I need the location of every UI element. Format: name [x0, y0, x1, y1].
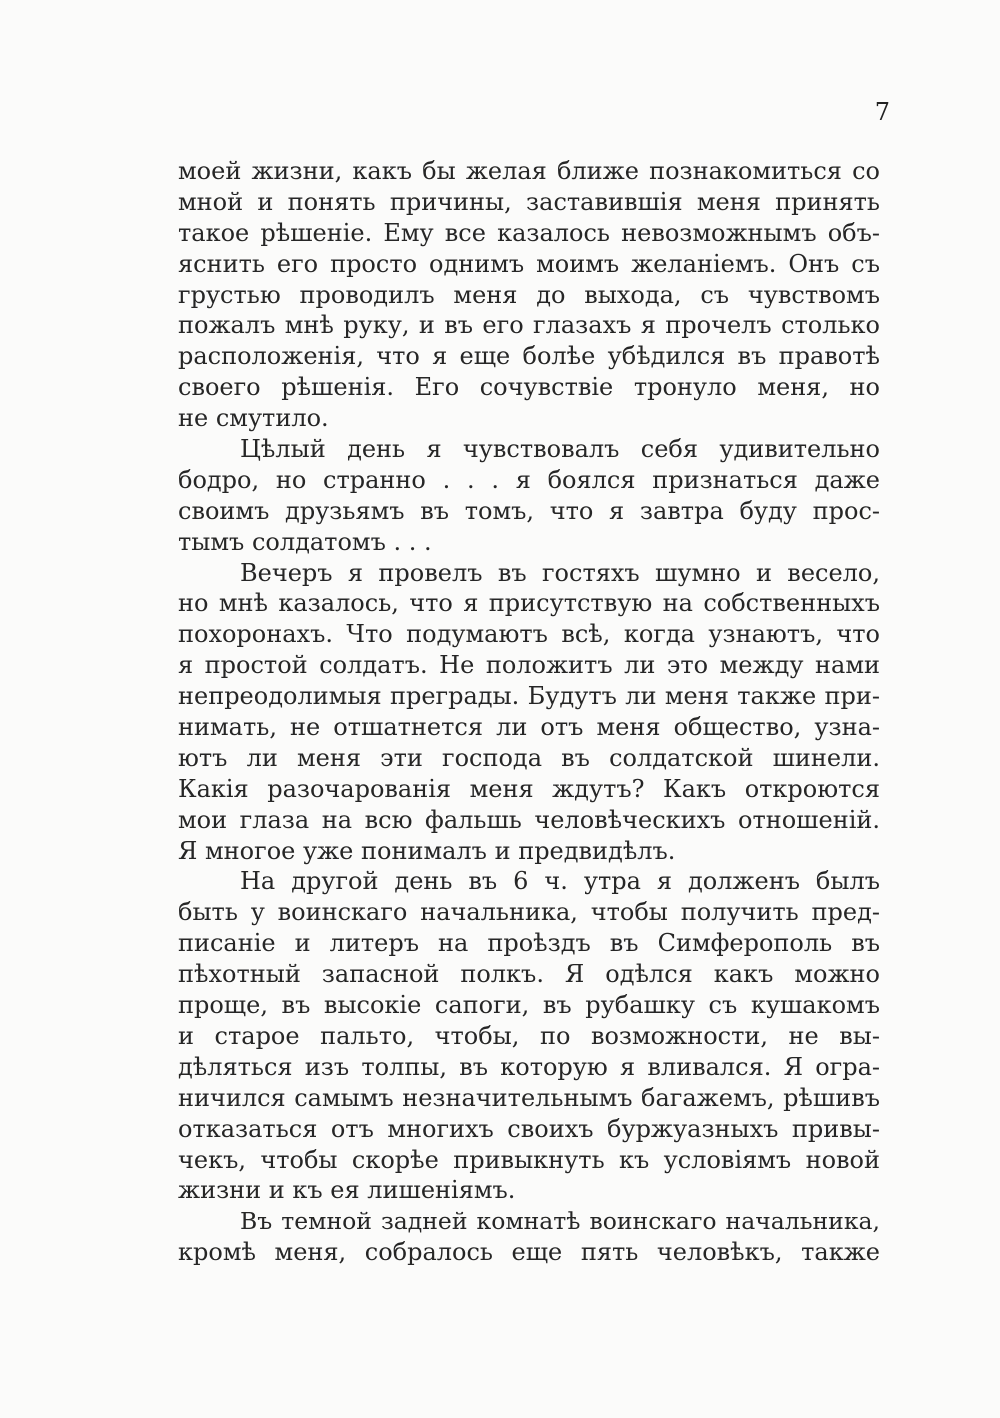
- text-line: грустью проводилъ меня до выхода, съ чувствомъ: [178, 280, 880, 309]
- paragraph-first-line: Вечеръ я провелъ въ гостяхъ шумно и весело,: [240, 558, 880, 587]
- text-line: непреодолимыя преграды. Будутъ ли меня также при-: [178, 682, 880, 711]
- text-line: не смутило.: [178, 404, 329, 433]
- page-number: 7: [874, 98, 890, 126]
- text-line: но мнѣ казалось, что я присутствую на собственныхъ: [178, 589, 880, 618]
- text-line: отказаться отъ многихъ своихъ буржуазныхъ привы-: [178, 1114, 880, 1143]
- text-line: расположенія, что я еще болѣе убѣдился въ правотѣ: [178, 342, 880, 371]
- body-text: [178, 156, 880, 1268]
- paragraph-first-line: Въ темной задней комнатѣ воинскаго начальника,: [240, 1207, 880, 1236]
- text-line: мои глаза на всю фальшь человѣческихъ отношеній.: [178, 805, 880, 834]
- text-line: похоронахъ. Что подумаютъ всѣ, когда узнаютъ, что: [178, 620, 880, 649]
- text-line: дѣляться изъ толпы, въ которую я вливался. Я огра-: [178, 1052, 880, 1081]
- text-line: бодро, но странно . . . я боялся признаться даже: [178, 465, 880, 494]
- text-line: писаніе и литеръ на проѣздъ въ Симферополь въ: [178, 929, 880, 958]
- text-line: я простой солдатъ. Не положитъ ли это между нами: [178, 651, 880, 680]
- text-line: пожалъ мнѣ руку, и въ его глазахъ я прочелъ столько: [178, 311, 880, 340]
- text-line: мной и понять причины, заставившія меня принять: [178, 187, 880, 216]
- text-line: Какія разочарованія меня ждутъ? Какъ откроются: [178, 774, 880, 803]
- text-line: тымъ солдатомъ . . .: [178, 527, 432, 556]
- text-line: такое рѣшеніе. Ему все казалось невозможнымъ объ-: [178, 218, 880, 247]
- text-line: жизни и къ ея лишеніямъ.: [178, 1176, 516, 1205]
- text-line: моей жизни, какъ бы желая ближе познакомиться со: [178, 157, 880, 185]
- text-line: проще, въ высокіе сапоги, въ рубашку съ кушакомъ: [178, 991, 880, 1020]
- text-line: Я многое уже понималъ и предвидѣлъ.: [178, 836, 676, 865]
- text-line: ютъ ли меня эти господа въ солдатской шинели.: [178, 743, 880, 772]
- text-line: быть у воинскаго начальника, чтобы получить пред-: [178, 898, 880, 927]
- text-line: и старое пальто, чтобы, по возможности, не вы-: [178, 1021, 880, 1050]
- text-line: чекъ, чтобы скорѣе привыкнуть къ условіямъ новой: [178, 1145, 880, 1174]
- text-line: пѣхотный запасной полкъ. Я одѣлся какъ можно: [178, 960, 880, 989]
- text-line: ничился самымъ незначительнымъ багажемъ, рѣшивъ: [178, 1083, 880, 1112]
- text-line: кромѣ меня, собралось еще пять человѣкъ, также: [178, 1238, 880, 1267]
- text-line: нимать, не отшатнется ли отъ меня общество, узна-: [178, 713, 880, 742]
- text-line: яснить его просто однимъ моимъ желаніемъ. Онъ съ: [178, 249, 880, 278]
- paragraph-first-line: На другой день въ 6 ч. утра я долженъ былъ: [240, 867, 880, 896]
- text-line: своего рѣшенія. Его сочувствіе тронуло меня, но: [178, 373, 880, 402]
- text-line: своимъ друзьямъ въ томъ, что я завтра буду прос-: [178, 496, 880, 525]
- paragraph-first-line: Цѣлый день я чувствовалъ себя удивительно: [240, 435, 880, 464]
